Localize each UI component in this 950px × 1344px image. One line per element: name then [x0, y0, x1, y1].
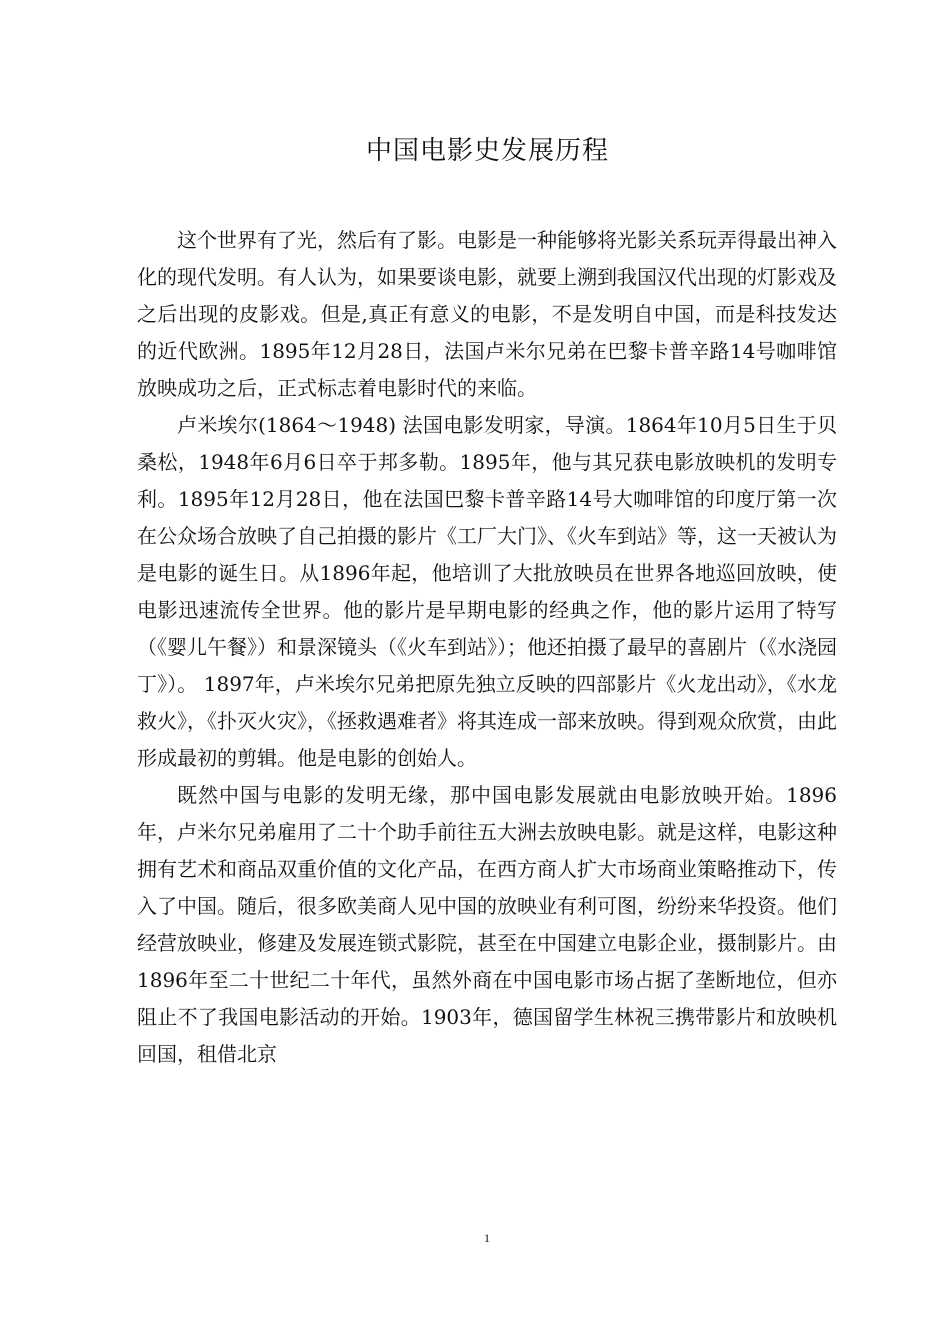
- document-title: 中国电影史发展历程: [365, 136, 609, 166]
- paragraph-3: 既然中国与电影的发明无缘，那中国电影发展就由电影放映开始。1896年，卢米尔兄弟雇用了二十个助手前往五大洲去放映电影。就是这样，电影这种拥有艺术和商品双重价值的文化产品，在西方商人扩大市场商业策略推动下，传入了中国。随后，很多欧美商人见中国的放映业有利可图，纷纷来华投资。他们经营放映业，修建及发展连锁式影院，甚至在中国建立电影企业，摄制影片。由1896年至二十世纪二十年代，虽然外商在中国电影市场占据了垄断地位，但亦阻止不了我国电影活动的开始。1903年，德国留学生林祝三携带影片和放映机回国，租借北京: [137, 783, 837, 1066]
- paragraph-1: 这个世界有了光，然后有了影。电影是一种能够将光影关系玩弄得最出神入化的现代发明。有人认为，如果要谈电影，就要上溯到我国汉代出现的灯影戏及之后出现的皮影戏。但是,真正有意义的电影，不是发明自中国，而是科技发达的近代欧洲。1895年12月28日，法国卢米尔兄弟在巴黎卡普辛路14号咖啡馆放映成功之后，正式标志着电影时代的来临。: [137, 228, 837, 400]
- page-number: 1: [484, 1231, 490, 1245]
- paragraph-2: 卢米埃尔(1864～1948) 法国电影发明家，导演。1864年10月5日生于贝桑松，1948年6月6日卒于邦多勒。1895年，他与其兄获电影放映机的发明专利。1895年12月28日，他在法国巴黎卡普辛路14号大咖啡馆的印度厅第一次在公众场合放映了自己拍摄的影片《工厂大门》、《火车到站》等，这一天被认为是电影的诞生日。从1896年起，他培训了大批放映员在世界各地巡回放映，使电影迅速流传全世界。他的影片是早期电影的经典之作，他的影片运用了特写（《婴儿午餐》）和景深镜头（《火车到站》）；他还拍摄了最早的喜剧片（《水浇园丁》）。 1897年，卢米埃尔兄弟把原先独立反映的四部影片《火龙出动》，《水龙救火》，《扑灭火灾》，《拯救遇难者》将其连成一部来放映。得到观众欣赏，由此形成最初的剪辑。他是电影的创始人。: [137, 413, 837, 770]
- document-body: [137, 222, 837, 1073]
